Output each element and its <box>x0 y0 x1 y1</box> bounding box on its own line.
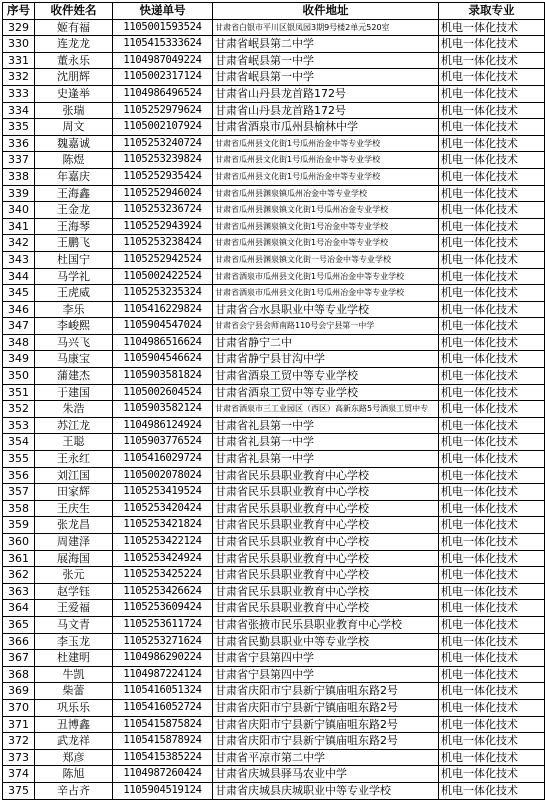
cell-tracking-number: 1105252943924 <box>113 218 213 235</box>
cell-address: 甘肃省静宁县甘沟中学 <box>213 351 439 368</box>
cell-name: 郑彦 <box>35 749 113 766</box>
cell-major: 机电一体化技术 <box>439 384 545 401</box>
cell-address: 甘肃省会宁县会师南路110号会宁县第一中学 <box>213 318 439 335</box>
table-row <box>3 616 545 633</box>
cell-name: 王海琴 <box>35 218 113 235</box>
cell-seq: 340 <box>3 202 35 219</box>
cell-major: 机电一体化技术 <box>439 467 545 484</box>
cell-address: 甘肃省瓜州县文化街1号瓜州治金中等专业学校 <box>213 152 439 169</box>
table-row <box>3 251 545 268</box>
cell-address: 甘肃省静宁二中 <box>213 334 439 351</box>
cell-tracking-number: 1105904519124 <box>113 782 213 799</box>
cell-tracking-number: 1104986516624 <box>113 334 213 351</box>
cell-address: 甘肃省岷县第一中学 <box>213 52 439 69</box>
cell-name: 张龙昌 <box>35 517 113 534</box>
cell-seq: 331 <box>3 52 35 69</box>
cell-major: 机电一体化技术 <box>439 683 545 700</box>
cell-tracking-number: 1105903582124 <box>113 401 213 418</box>
cell-seq: 355 <box>3 451 35 468</box>
cell-major: 机电一体化技术 <box>439 583 545 600</box>
cell-major: 机电一体化技术 <box>439 451 545 468</box>
cell-major: 机电一体化技术 <box>439 368 545 385</box>
cell-major: 机电一体化技术 <box>439 268 545 285</box>
cell-address: 甘肃省民乐县职业教育中心学校 <box>213 517 439 534</box>
cell-address: 甘肃省宁县第四中学 <box>213 650 439 667</box>
table-row <box>3 583 545 600</box>
cell-tracking-number: 1105253235324 <box>113 285 213 302</box>
cell-name: 王庆生 <box>35 500 113 517</box>
cell-address: 甘肃省酒泉市瓜州县文化街1号瓜州冶金中等专业学校 <box>213 268 439 285</box>
cell-major: 机电一体化技术 <box>439 567 545 584</box>
cell-name: 展海国 <box>35 550 113 567</box>
cell-major: 机电一体化技术 <box>439 517 545 534</box>
cell-tracking-number: 1105253419524 <box>113 484 213 501</box>
cell-name: 陈旭 <box>35 766 113 783</box>
cell-address: 甘肃省瓜州县渊泉镇文化街1号瓜州冶金专业学校 <box>213 202 439 219</box>
cell-seq: 332 <box>3 69 35 86</box>
cell-seq: 353 <box>3 417 35 434</box>
table-row <box>3 52 545 69</box>
cell-address: 甘肃省山丹县龙首路172号 <box>213 102 439 119</box>
table-row <box>3 699 545 716</box>
cell-name: 朱浩 <box>35 401 113 418</box>
cell-tracking-number: 1105415875824 <box>113 716 213 733</box>
cell-seq: 345 <box>3 285 35 302</box>
cell-seq: 342 <box>3 235 35 252</box>
cell-name: 王虎威 <box>35 285 113 302</box>
cell-tracking-number: 1105416229824 <box>113 301 213 318</box>
cell-name: 王鹏飞 <box>35 235 113 252</box>
cell-tracking-number: 1105253236724 <box>113 202 213 219</box>
cell-tracking-number: 1105252935424 <box>113 168 213 185</box>
table-row <box>3 301 545 318</box>
cell-name: 马文青 <box>35 616 113 633</box>
cell-tracking-number: 1105903776524 <box>113 434 213 451</box>
cell-name: 王爱福 <box>35 600 113 617</box>
cell-tracking-number: 1105416029724 <box>113 451 213 468</box>
cell-tracking-number: 1104987260424 <box>113 766 213 783</box>
cell-tracking-number: 1105416052724 <box>113 699 213 716</box>
cell-address: 甘肃省酒泉工贸中等专业学校 <box>213 384 439 401</box>
cell-address: 甘肃省岷县第一中学 <box>213 69 439 86</box>
header-name: 收件姓名 <box>35 3 113 20</box>
table-row <box>3 185 545 202</box>
cell-seq: 334 <box>3 102 35 119</box>
cell-tracking-number: 1104986290224 <box>113 650 213 667</box>
header-seq: 序号 <box>3 3 35 20</box>
cell-major: 机电一体化技术 <box>439 85 545 102</box>
cell-major: 机电一体化技术 <box>439 69 545 86</box>
cell-major: 机电一体化技术 <box>439 600 545 617</box>
cell-tracking-number: 1104987224124 <box>113 666 213 683</box>
cell-tracking-number: 1105253271624 <box>113 633 213 650</box>
cell-address: 甘肃省山丹县龙首路172号 <box>213 85 439 102</box>
cell-tracking-number: 1105904546624 <box>113 351 213 368</box>
cell-seq: 339 <box>3 185 35 202</box>
cell-major: 机电一体化技术 <box>439 235 545 252</box>
table-row <box>3 500 545 517</box>
cell-address: 甘肃省礼县第一中学 <box>213 451 439 468</box>
table-row <box>3 782 545 799</box>
table-row <box>3 517 545 534</box>
cell-major: 机电一体化技术 <box>439 301 545 318</box>
cell-name: 魏嘉诚 <box>35 135 113 152</box>
cell-seq: 343 <box>3 251 35 268</box>
cell-name: 李玉龙 <box>35 633 113 650</box>
table-row <box>3 85 545 102</box>
cell-name: 王永红 <box>35 451 113 468</box>
cell-name: 巩乐乐 <box>35 699 113 716</box>
cell-seq: 370 <box>3 699 35 716</box>
cell-address: 甘肃省酒泉市三工业园区（西区）高新东路5号酒泉工贸中专 <box>213 401 439 418</box>
table-row <box>3 451 545 468</box>
cell-major: 机电一体化技术 <box>439 102 545 119</box>
cell-major: 机电一体化技术 <box>439 550 545 567</box>
cell-major: 机电一体化技术 <box>439 135 545 152</box>
cell-name: 李峻熙 <box>35 318 113 335</box>
cell-address: 甘肃省瓜州县渊泉镇文化街一号冶金中等专业学校 <box>213 251 439 268</box>
cell-name: 王海鑫 <box>35 185 113 202</box>
cell-address: 甘肃省民乐县职业教育中心学校 <box>213 500 439 517</box>
table-row <box>3 285 545 302</box>
table-row <box>3 119 545 136</box>
cell-address: 甘肃省酒泉工贸中等专业学校 <box>213 368 439 385</box>
cell-major: 机电一体化技术 <box>439 36 545 53</box>
cell-name: 李乐 <box>35 301 113 318</box>
cell-major: 机电一体化技术 <box>439 285 545 302</box>
cell-address: 甘肃省礼县第一中学 <box>213 434 439 451</box>
cell-major: 机电一体化技术 <box>439 19 545 36</box>
cell-major: 机电一体化技术 <box>439 401 545 418</box>
cell-name: 柴蕾 <box>35 683 113 700</box>
table-row <box>3 683 545 700</box>
admission-mailing-table-container <box>2 2 545 800</box>
cell-name: 丑博鑫 <box>35 716 113 733</box>
cell-seq: 330 <box>3 36 35 53</box>
admission-mailing-table <box>2 2 545 800</box>
table-row <box>3 550 545 567</box>
header-tracking: 快递单号 <box>113 3 213 20</box>
cell-address: 甘肃省民乐县职业教育中心学校 <box>213 583 439 600</box>
cell-seq: 357 <box>3 484 35 501</box>
cell-name: 张元 <box>35 567 113 584</box>
cell-address: 甘肃省民勤县职业中等专业学校 <box>213 633 439 650</box>
cell-tracking-number: 1105253609424 <box>113 600 213 617</box>
table-row <box>3 19 545 36</box>
cell-address: 甘肃省瓜州县文化街1号瓜州治金中等专业学校 <box>213 168 439 185</box>
cell-address: 甘肃省酒泉市瓜州县榆林中学 <box>213 119 439 136</box>
cell-address: 甘肃省民乐县职业教育中心学校 <box>213 600 439 617</box>
cell-major: 机电一体化技术 <box>439 152 545 169</box>
table-row <box>3 69 545 86</box>
cell-seq: 354 <box>3 434 35 451</box>
cell-address: 甘肃省瓜州县渊泉镇瓜州冶金中等专业学校 <box>213 185 439 202</box>
table-row <box>3 534 545 551</box>
cell-seq: 329 <box>3 19 35 36</box>
cell-tracking-number: 1105252946024 <box>113 185 213 202</box>
cell-address: 甘肃省民乐县职业教育中心学校 <box>213 484 439 501</box>
table-row <box>3 567 545 584</box>
cell-major: 机电一体化技术 <box>439 168 545 185</box>
cell-major: 机电一体化技术 <box>439 650 545 667</box>
table-row <box>3 268 545 285</box>
table-row <box>3 467 545 484</box>
cell-address: 甘肃省酒泉市瓜州县文化街1号瓜州冶金中等专业学校 <box>213 285 439 302</box>
table-row <box>3 218 545 235</box>
table-row <box>3 666 545 683</box>
table-row <box>3 434 545 451</box>
cell-major: 机电一体化技术 <box>439 251 545 268</box>
cell-tracking-number: 1105002317124 <box>113 69 213 86</box>
cell-seq: 338 <box>3 168 35 185</box>
cell-name: 周建泽 <box>35 534 113 551</box>
cell-tracking-number: 1104986496524 <box>113 85 213 102</box>
cell-tracking-number: 1105903581824 <box>113 368 213 385</box>
cell-tracking-number: 1105002604524 <box>113 384 213 401</box>
table-row <box>3 716 545 733</box>
cell-seq: 351 <box>3 384 35 401</box>
cell-name: 史逢举 <box>35 85 113 102</box>
cell-tracking-number: 1105415385224 <box>113 749 213 766</box>
cell-seq: 333 <box>3 85 35 102</box>
cell-name: 马学礼 <box>35 268 113 285</box>
cell-tracking-number: 1105253239824 <box>113 152 213 169</box>
cell-address: 甘肃省民乐县职业教育中心学校 <box>213 550 439 567</box>
cell-major: 机电一体化技术 <box>439 616 545 633</box>
cell-seq: 372 <box>3 733 35 750</box>
cell-seq: 350 <box>3 368 35 385</box>
table-row <box>3 36 545 53</box>
cell-address: 甘肃省瓜州县文化街1号瓜州治金中等专业学校 <box>213 135 439 152</box>
cell-tracking-number: 1105253426624 <box>113 583 213 600</box>
table-row <box>3 168 545 185</box>
cell-tracking-number: 1105252942524 <box>113 251 213 268</box>
cell-address: 甘肃省庆阳市宁县新宁镇庙咀东路2号 <box>213 699 439 716</box>
cell-address: 甘肃省礼县第一中学 <box>213 417 439 434</box>
cell-address: 甘肃省庆阳市宁县新宁镇庙咀东路2号 <box>213 716 439 733</box>
cell-major: 机电一体化技术 <box>439 666 545 683</box>
table-row <box>3 766 545 783</box>
table-header-row <box>3 3 545 20</box>
table-row <box>3 401 545 418</box>
cell-tracking-number: 1105416051324 <box>113 683 213 700</box>
cell-seq: 373 <box>3 749 35 766</box>
cell-major: 机电一体化技术 <box>439 782 545 799</box>
cell-tracking-number: 1105002422524 <box>113 268 213 285</box>
cell-name: 武龙祥 <box>35 733 113 750</box>
cell-address: 甘肃省平凉市第二中学 <box>213 749 439 766</box>
cell-name: 董永乐 <box>35 52 113 69</box>
cell-major: 机电一体化技术 <box>439 699 545 716</box>
table-row <box>3 135 545 152</box>
cell-address: 甘肃省民乐县职业教育中心学校 <box>213 567 439 584</box>
table-row <box>3 600 545 617</box>
header-major: 录取专业 <box>439 3 545 20</box>
cell-name: 王金龙 <box>35 202 113 219</box>
table-row <box>3 202 545 219</box>
table-row <box>3 633 545 650</box>
cell-name: 于建国 <box>35 384 113 401</box>
cell-address: 甘肃省瓜州县渊泉镇文化街1号冶金中等专业学校 <box>213 235 439 252</box>
table-row <box>3 334 545 351</box>
cell-tracking-number: 1105002078024 <box>113 467 213 484</box>
cell-name: 沈朋辉 <box>35 69 113 86</box>
cell-seq: 368 <box>3 666 35 683</box>
cell-seq: 359 <box>3 517 35 534</box>
cell-address: 甘肃省庆阳市宁县新宁镇庙咀东路2号 <box>213 733 439 750</box>
table-row <box>3 650 545 667</box>
cell-major: 机电一体化技术 <box>439 202 545 219</box>
cell-address: 甘肃省民乐县职业教育中心学校 <box>213 467 439 484</box>
cell-seq: 335 <box>3 119 35 136</box>
cell-name: 王聪 <box>35 434 113 451</box>
cell-name: 张瑞 <box>35 102 113 119</box>
cell-major: 机电一体化技术 <box>439 417 545 434</box>
cell-seq: 361 <box>3 550 35 567</box>
cell-seq: 347 <box>3 318 35 335</box>
cell-major: 机电一体化技术 <box>439 185 545 202</box>
cell-major: 机电一体化技术 <box>439 484 545 501</box>
table-row <box>3 318 545 335</box>
header-address: 收件地址 <box>213 3 439 20</box>
cell-name: 苏江龙 <box>35 417 113 434</box>
table-row <box>3 351 545 368</box>
table-row <box>3 102 545 119</box>
cell-seq: 348 <box>3 334 35 351</box>
cell-tracking-number: 1105253238424 <box>113 235 213 252</box>
cell-tracking-number: 1105253425224 <box>113 567 213 584</box>
cell-tracking-number: 1105253421824 <box>113 517 213 534</box>
cell-seq: 341 <box>3 218 35 235</box>
cell-address: 甘肃省白银市平川区银凤园3期9号楼2单元520室 <box>213 19 439 36</box>
cell-tracking-number: 1105252979624 <box>113 102 213 119</box>
cell-seq: 369 <box>3 683 35 700</box>
table-row <box>3 749 545 766</box>
cell-name: 姬有福 <box>35 19 113 36</box>
cell-seq: 336 <box>3 135 35 152</box>
cell-name: 辛占齐 <box>35 782 113 799</box>
cell-major: 机电一体化技术 <box>439 351 545 368</box>
cell-tracking-number: 1105415333624 <box>113 36 213 53</box>
cell-address: 甘肃省合水县职业中等专业学校 <box>213 301 439 318</box>
cell-address: 甘肃省岷县第二中学 <box>213 36 439 53</box>
cell-name: 赵学钰 <box>35 583 113 600</box>
cell-seq: 356 <box>3 467 35 484</box>
cell-major: 机电一体化技术 <box>439 534 545 551</box>
cell-seq: 374 <box>3 766 35 783</box>
cell-name: 马兴飞 <box>35 334 113 351</box>
cell-tracking-number: 1105002107924 <box>113 119 213 136</box>
cell-address: 甘肃省张掖市民乐县职业教育中心学校 <box>213 616 439 633</box>
table-body <box>3 19 545 799</box>
table-row <box>3 417 545 434</box>
cell-tracking-number: 1104987049224 <box>113 52 213 69</box>
cell-major: 机电一体化技术 <box>439 119 545 136</box>
cell-name: 连龙龙 <box>35 36 113 53</box>
cell-seq: 362 <box>3 567 35 584</box>
cell-name: 陈煜 <box>35 152 113 169</box>
cell-major: 机电一体化技术 <box>439 218 545 235</box>
cell-name: 刘江国 <box>35 467 113 484</box>
cell-tracking-number: 1105001593524 <box>113 19 213 36</box>
cell-address: 甘肃省宁县第四中学 <box>213 666 439 683</box>
cell-name: 蒲建杰 <box>35 368 113 385</box>
cell-major: 机电一体化技术 <box>439 749 545 766</box>
cell-seq: 346 <box>3 301 35 318</box>
cell-seq: 337 <box>3 152 35 169</box>
cell-seq: 364 <box>3 600 35 617</box>
cell-name: 杜国宁 <box>35 251 113 268</box>
cell-address: 甘肃省瓜州县渊泉镇文化街1号冶金中等专业学校 <box>213 218 439 235</box>
cell-name: 田家辉 <box>35 484 113 501</box>
cell-tracking-number: 1105253424924 <box>113 550 213 567</box>
cell-seq: 344 <box>3 268 35 285</box>
table-row <box>3 368 545 385</box>
cell-seq: 367 <box>3 650 35 667</box>
cell-seq: 349 <box>3 351 35 368</box>
cell-major: 机电一体化技术 <box>439 334 545 351</box>
cell-major: 机电一体化技术 <box>439 733 545 750</box>
cell-address: 甘肃省庆阳市宁县新宁镇庙咀东路2号 <box>213 683 439 700</box>
cell-name: 杜建明 <box>35 650 113 667</box>
cell-major: 机电一体化技术 <box>439 633 545 650</box>
cell-seq: 371 <box>3 716 35 733</box>
cell-address: 甘肃省庆城县驿马农业中学 <box>213 766 439 783</box>
cell-name: 年嘉庆 <box>35 168 113 185</box>
cell-name: 牛凯 <box>35 666 113 683</box>
cell-major: 机电一体化技术 <box>439 52 545 69</box>
cell-tracking-number: 1105253611724 <box>113 616 213 633</box>
cell-address: 甘肃省民乐县职业教育中心学校 <box>213 534 439 551</box>
cell-tracking-number: 1105253422124 <box>113 534 213 551</box>
cell-seq: 365 <box>3 616 35 633</box>
cell-major: 机电一体化技术 <box>439 766 545 783</box>
cell-tracking-number: 1104986124924 <box>113 417 213 434</box>
cell-seq: 375 <box>3 782 35 799</box>
cell-name: 周文 <box>35 119 113 136</box>
cell-address: 甘肃省庆城县庆城职业中等专业学校 <box>213 782 439 799</box>
cell-seq: 363 <box>3 583 35 600</box>
table-row <box>3 235 545 252</box>
table-row <box>3 384 545 401</box>
cell-tracking-number: 1105415878924 <box>113 733 213 750</box>
table-row <box>3 733 545 750</box>
cell-major: 机电一体化技术 <box>439 716 545 733</box>
cell-seq: 352 <box>3 401 35 418</box>
table-row <box>3 484 545 501</box>
cell-major: 机电一体化技术 <box>439 500 545 517</box>
table-row <box>3 152 545 169</box>
cell-tracking-number: 1105253240724 <box>113 135 213 152</box>
cell-tracking-number: 1105904547024 <box>113 318 213 335</box>
cell-tracking-number: 1105253420424 <box>113 500 213 517</box>
cell-major: 机电一体化技术 <box>439 318 545 335</box>
cell-name: 马康宝 <box>35 351 113 368</box>
cell-seq: 366 <box>3 633 35 650</box>
cell-seq: 360 <box>3 534 35 551</box>
cell-major: 机电一体化技术 <box>439 434 545 451</box>
cell-seq: 358 <box>3 500 35 517</box>
